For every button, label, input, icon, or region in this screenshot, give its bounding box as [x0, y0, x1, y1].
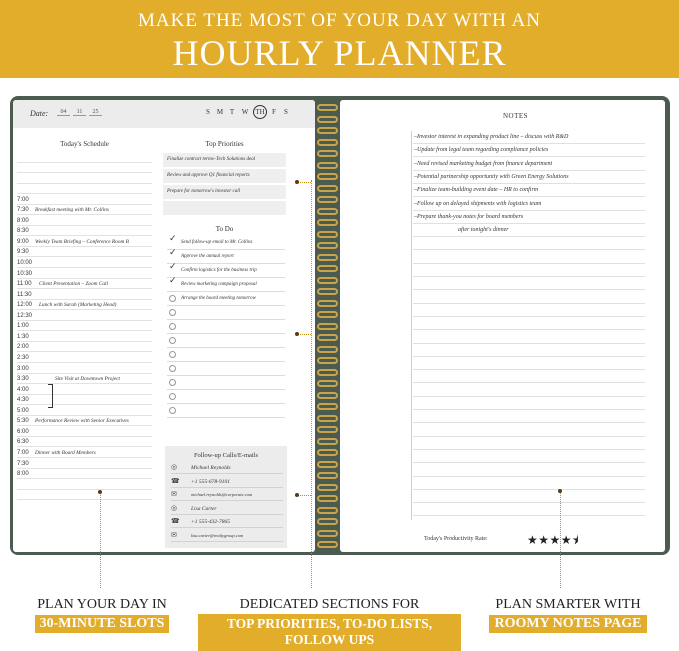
star-icon: ★ — [549, 533, 561, 547]
followup-name: Michael Reynolds — [191, 465, 231, 471]
checkbox-circle-icon — [169, 323, 176, 330]
checkmark-icon: ✓ — [169, 276, 177, 286]
followup-phone: +1 555-678-9101 — [191, 478, 230, 485]
schedule-time: 6:00 — [17, 428, 29, 435]
note-entry: –Follow up on delayed shipments with logistics team — [414, 200, 542, 207]
priority-item — [163, 201, 286, 215]
todo-text: Send follow-up email to Mr. Collins — [181, 240, 253, 245]
spiral-binding — [316, 100, 338, 552]
schedule-row — [17, 258, 152, 269]
spiral-coil — [317, 369, 338, 376]
todo-item — [167, 236, 285, 250]
schedule-time: 4:30 — [17, 397, 29, 404]
schedule-row — [17, 437, 152, 448]
notes-rule — [413, 329, 645, 330]
spiral-coil — [317, 162, 338, 169]
callout-dot-left — [98, 490, 102, 494]
spiral-coil — [317, 127, 338, 134]
spiral-coil — [317, 173, 338, 180]
schedule-time: 8:00 — [17, 217, 29, 224]
schedule-time: 5:30 — [17, 418, 29, 425]
schedule-row — [17, 458, 152, 469]
spiral-coil — [317, 461, 338, 468]
spiral-coil — [317, 357, 338, 364]
schedule-row — [17, 384, 152, 395]
caption-middle-text: DEDICATED SECTIONS FOR — [239, 597, 420, 612]
schedule-time: 4:00 — [17, 386, 29, 393]
phone-icon: ☎ — [171, 517, 180, 525]
caption-left-text: PLAN YOUR DAY IN — [37, 597, 167, 612]
schedule-row — [17, 300, 152, 311]
schedule-row — [17, 173, 152, 184]
spiral-coil — [317, 104, 338, 111]
schedule-row — [17, 405, 152, 416]
notes-rule — [413, 515, 645, 516]
spiral-coil — [317, 265, 338, 272]
schedule-row — [17, 310, 152, 321]
caption-middle — [198, 597, 461, 613]
notes-rule — [413, 170, 645, 171]
spiral-coil — [317, 219, 338, 226]
notes-rule — [413, 223, 645, 224]
note-entry: –Potential partnership opportunity with Green Energy Solutions — [414, 173, 569, 180]
schedule-row — [17, 268, 152, 279]
notes-rule — [413, 263, 645, 264]
checkbox-circle-icon — [169, 309, 176, 316]
date-day: 11 — [73, 109, 86, 116]
followup-box — [165, 446, 287, 548]
notes-rule — [413, 143, 645, 144]
priority-text: Finalize contract terms–Tech Solutions deal — [167, 157, 256, 162]
schedule-row — [17, 342, 152, 353]
schedule-time: 1:30 — [17, 333, 29, 340]
caption-middle-highlight-1: TOP PRIORITIES, TO-DO LISTS, — [226, 616, 433, 631]
checkmark-icon: ✓ — [169, 262, 177, 272]
banner-subtitle: MAKE THE MOST OF YOUR DAY WITH AN — [138, 10, 541, 31]
day-thursday: TH — [255, 108, 265, 116]
spiral-coil — [317, 116, 338, 123]
schedule-row — [17, 226, 152, 237]
schedule-event: Weekly Team Briefing – Conference Room B — [35, 238, 129, 245]
todo-item — [167, 362, 285, 376]
callout-line-right — [560, 491, 561, 588]
day-sunday: S — [206, 108, 210, 116]
notes-rule — [413, 183, 645, 184]
spiral-coil — [317, 277, 338, 284]
notes-rule — [413, 236, 645, 237]
envelope-icon: ✉ — [171, 530, 177, 539]
schedule-row — [17, 279, 152, 290]
notes-rule — [413, 449, 645, 450]
schedule-time: 5:00 — [17, 407, 29, 414]
callout-line-middle — [311, 180, 312, 588]
person-icon: ◎ — [171, 463, 178, 471]
spiral-coil — [317, 254, 338, 261]
spiral-coil — [317, 415, 338, 422]
schedule-time: 2:00 — [17, 344, 29, 351]
caption-left — [14, 597, 190, 633]
schedule-event: Client Presentation – Zoom Call — [39, 281, 108, 288]
callout-branch-followup — [297, 495, 311, 496]
checkbox-circle-icon — [169, 351, 176, 358]
spiral-coil — [317, 426, 338, 433]
checkbox-circle-icon — [169, 337, 176, 344]
spiral-coil — [317, 300, 338, 307]
schedule-event: Dinner with Board Members — [35, 449, 96, 456]
schedule-time: 1:00 — [17, 323, 29, 330]
schedule-row — [17, 321, 152, 332]
schedule-time: 10:00 — [17, 260, 33, 266]
followup-phone: +1 555-432-7865 — [191, 519, 230, 525]
schedule-time: 11:00 — [17, 281, 32, 288]
priority-item — [163, 169, 286, 183]
notes-rule — [413, 343, 645, 344]
callout-dot-priorities — [295, 180, 299, 184]
notes-rule — [413, 356, 645, 357]
followup-row — [171, 503, 283, 515]
schedule-bracket — [48, 384, 53, 408]
star-icon: ★ — [527, 533, 539, 547]
todo-text: Review marketing campaign proposal — [181, 282, 257, 287]
spiral-coil — [317, 449, 338, 456]
schedule-time: 3:30 — [17, 376, 29, 383]
schedule-row — [17, 184, 152, 195]
spiral-coil — [317, 334, 338, 341]
spiral-coil — [317, 403, 338, 410]
date-year: 25 — [89, 109, 102, 116]
schedule-time: 9:30 — [17, 249, 29, 256]
followup-row — [171, 476, 283, 488]
schedule-time: 10:30 — [17, 270, 33, 277]
star-icon: ⯨ — [572, 533, 579, 547]
schedule-time: 7:30 — [17, 207, 29, 214]
schedule-row — [17, 416, 152, 427]
notes-rule — [413, 303, 645, 304]
schedule-row — [17, 247, 152, 258]
notes-rule — [413, 436, 645, 437]
date-label: Date: — [30, 109, 49, 118]
todo-item — [167, 348, 285, 362]
schedule-row — [17, 194, 152, 205]
notes-rule — [413, 249, 645, 250]
priority-text: Prepare for tomorrow's investor call — [167, 189, 241, 194]
todo-item — [167, 292, 285, 306]
note-entry: –Prepare thank-you notes for board members — [414, 213, 524, 220]
spiral-coil — [317, 530, 338, 537]
schedule-row — [17, 395, 152, 406]
todo-item — [167, 334, 285, 348]
notes-rule — [413, 422, 645, 423]
notes-rule — [413, 396, 645, 397]
caption-left-highlight: 30-MINUTE SLOTS — [35, 615, 170, 633]
todo-item — [167, 278, 285, 292]
spiral-coil — [317, 392, 338, 399]
schedule-row — [17, 374, 152, 385]
todo-item — [167, 264, 285, 278]
spiral-coil — [317, 541, 338, 548]
caption-middle-highlight-2: FOLLOW UPS — [284, 632, 375, 647]
todo-text: Arrange the board meeting tomorrow — [181, 296, 256, 301]
caption-right-highlight: ROOMY NOTES PAGE — [489, 615, 646, 633]
schedule-event: Performance Review with Senior Executives — [35, 418, 129, 425]
date-month: 04 — [57, 109, 70, 116]
checkmark-icon: ✓ — [169, 234, 177, 244]
schedule-row — [17, 447, 152, 458]
day-saturday: S — [284, 108, 288, 116]
schedule-event: Breakfast meeting with Mr. Collins — [35, 207, 109, 214]
schedule-row — [17, 426, 152, 437]
spiral-coil — [317, 495, 338, 502]
envelope-icon: ✉ — [171, 490, 177, 498]
schedule-time: 9:00 — [17, 238, 29, 245]
star-icon: ★ — [560, 533, 573, 547]
todo-item — [167, 250, 285, 264]
schedule-time: 8:30 — [17, 228, 29, 235]
caption-right — [470, 597, 666, 633]
schedule-row — [17, 331, 152, 342]
spiral-coil — [317, 380, 338, 387]
notes-title: NOTES — [503, 112, 529, 120]
notes-rule — [413, 409, 645, 410]
day-tuesday: T — [229, 108, 235, 116]
priority-item — [163, 153, 286, 167]
right-page — [340, 100, 665, 552]
schedule-time: 6:30 — [17, 439, 29, 446]
notes-rule — [413, 476, 645, 477]
schedule-row — [17, 363, 152, 374]
top-banner — [0, 0, 679, 78]
day-friday: F — [272, 108, 276, 116]
checkbox-circle-icon — [169, 365, 176, 372]
person-icon: ◎ — [171, 503, 178, 512]
priority-text: Review and approve Q1 financial reports — [167, 173, 250, 178]
checkbox-circle-icon — [169, 407, 176, 414]
spiral-coil — [317, 323, 338, 330]
schedule-row — [17, 289, 152, 300]
notes-rule — [413, 156, 645, 157]
note-entry: –Need revised marketing budget from finance department — [414, 160, 553, 167]
schedule-title: Today's Schedule — [60, 140, 109, 148]
schedule-event: Lunch with Sarah (Marketing Head) — [39, 302, 117, 309]
spiral-coil — [317, 196, 338, 203]
spiral-coil — [317, 231, 338, 238]
notes-rule — [413, 316, 645, 317]
todo-title: To Do — [215, 225, 234, 233]
spiral-coil — [317, 484, 338, 491]
callout-dot-followup — [295, 493, 299, 497]
priority-item — [163, 185, 286, 199]
checkmark-icon: ✓ — [169, 248, 177, 258]
spiral-coil — [317, 472, 338, 479]
followup-email: lisa.carter@realtygroup.com — [191, 532, 244, 538]
schedule-time: 11:30 — [17, 291, 32, 298]
todo-item — [167, 404, 285, 418]
schedule-row — [17, 152, 152, 163]
day-monday: M — [216, 108, 224, 116]
phone-icon: ☎ — [171, 476, 180, 485]
callout-branch-priorities — [297, 182, 311, 183]
todo-text: Approve the annual report — [181, 254, 234, 259]
note-entry: –Investor interest in expanding product line – discuss with R&D — [414, 134, 569, 140]
caption-right-text: PLAN SMARTER WITH — [495, 597, 641, 612]
callout-dot-todo — [295, 332, 299, 336]
notes-rule — [413, 196, 645, 197]
schedule-row — [17, 215, 152, 226]
spiral-coil — [317, 346, 338, 353]
callout-branch-todo — [297, 334, 311, 335]
spiral-coil — [317, 139, 338, 146]
callout-dot-right — [558, 489, 562, 493]
schedule-row — [17, 490, 152, 501]
productivity-stars — [527, 531, 579, 552]
schedule-time: 2:30 — [17, 355, 29, 361]
schedule-time: 12:00 — [17, 302, 33, 309]
spiral-coil — [317, 311, 338, 318]
notes-rule — [413, 502, 645, 503]
checkbox-circle-icon — [169, 379, 176, 386]
todo-item — [167, 306, 285, 320]
todo-item — [167, 390, 285, 404]
star-icon: ★ — [538, 533, 550, 547]
callout-line-left — [100, 493, 101, 588]
date-bar — [13, 100, 315, 128]
day-wednesday: W — [241, 108, 249, 116]
followup-row — [171, 489, 283, 501]
schedule-row — [17, 353, 152, 364]
schedule-time: 3:00 — [17, 365, 29, 372]
schedule-time: 7:30 — [17, 460, 29, 467]
checkbox-circle-icon — [169, 393, 176, 400]
followup-row — [171, 516, 283, 528]
followup-email: michael.reynolds@corporate.com — [191, 492, 253, 497]
notes-rule — [413, 276, 645, 277]
notes-rule — [413, 289, 645, 290]
notes-rule — [413, 369, 645, 370]
priorities-title: Top Priorities — [205, 140, 244, 148]
todo-item — [167, 320, 285, 334]
notes-margin-line — [411, 131, 412, 520]
banner-title: HOURLY PLANNER — [172, 33, 507, 73]
schedule-time: 12:30 — [17, 312, 33, 319]
spiral-coil — [317, 438, 338, 445]
followup-row — [171, 530, 283, 542]
schedule-time: 7:00 — [17, 196, 29, 203]
schedule-row — [17, 236, 152, 247]
todo-text: Confirm logistics for the business trip — [181, 268, 257, 273]
schedule-event: Site Visit at Downtown Project — [55, 376, 121, 383]
note-entry: –Finalize team-building event date – HR to confirm — [414, 187, 539, 194]
followup-row — [171, 462, 283, 474]
schedule-row — [17, 163, 152, 174]
notes-rule — [413, 462, 645, 463]
schedule-time: 8:00 — [17, 471, 29, 477]
note-entry: after tonight's dinner — [458, 227, 509, 234]
spiral-coil — [317, 507, 338, 514]
note-entry: –Update from legal team regarding compliance policies — [414, 147, 549, 154]
todo-item — [167, 376, 285, 390]
schedule-row — [17, 479, 152, 490]
notes-rule — [413, 210, 645, 211]
spiral-coil — [317, 185, 338, 192]
spiral-coil — [317, 150, 338, 157]
spiral-coil — [317, 242, 338, 249]
notes-rule — [413, 382, 645, 383]
followup-title: Follow-up Calls/E-mails — [193, 452, 259, 459]
notes-rule — [413, 489, 645, 490]
spiral-coil — [317, 208, 338, 215]
schedule-time: 7:00 — [17, 449, 29, 456]
productivity-label: Today's Productivity Rate: — [424, 536, 488, 542]
schedule-row — [17, 205, 152, 216]
followup-name: Lisa Carter — [191, 505, 217, 512]
schedule-row — [17, 469, 152, 480]
checkbox-circle-icon — [169, 295, 176, 302]
spiral-coil — [317, 288, 338, 295]
spiral-coil — [317, 518, 338, 525]
